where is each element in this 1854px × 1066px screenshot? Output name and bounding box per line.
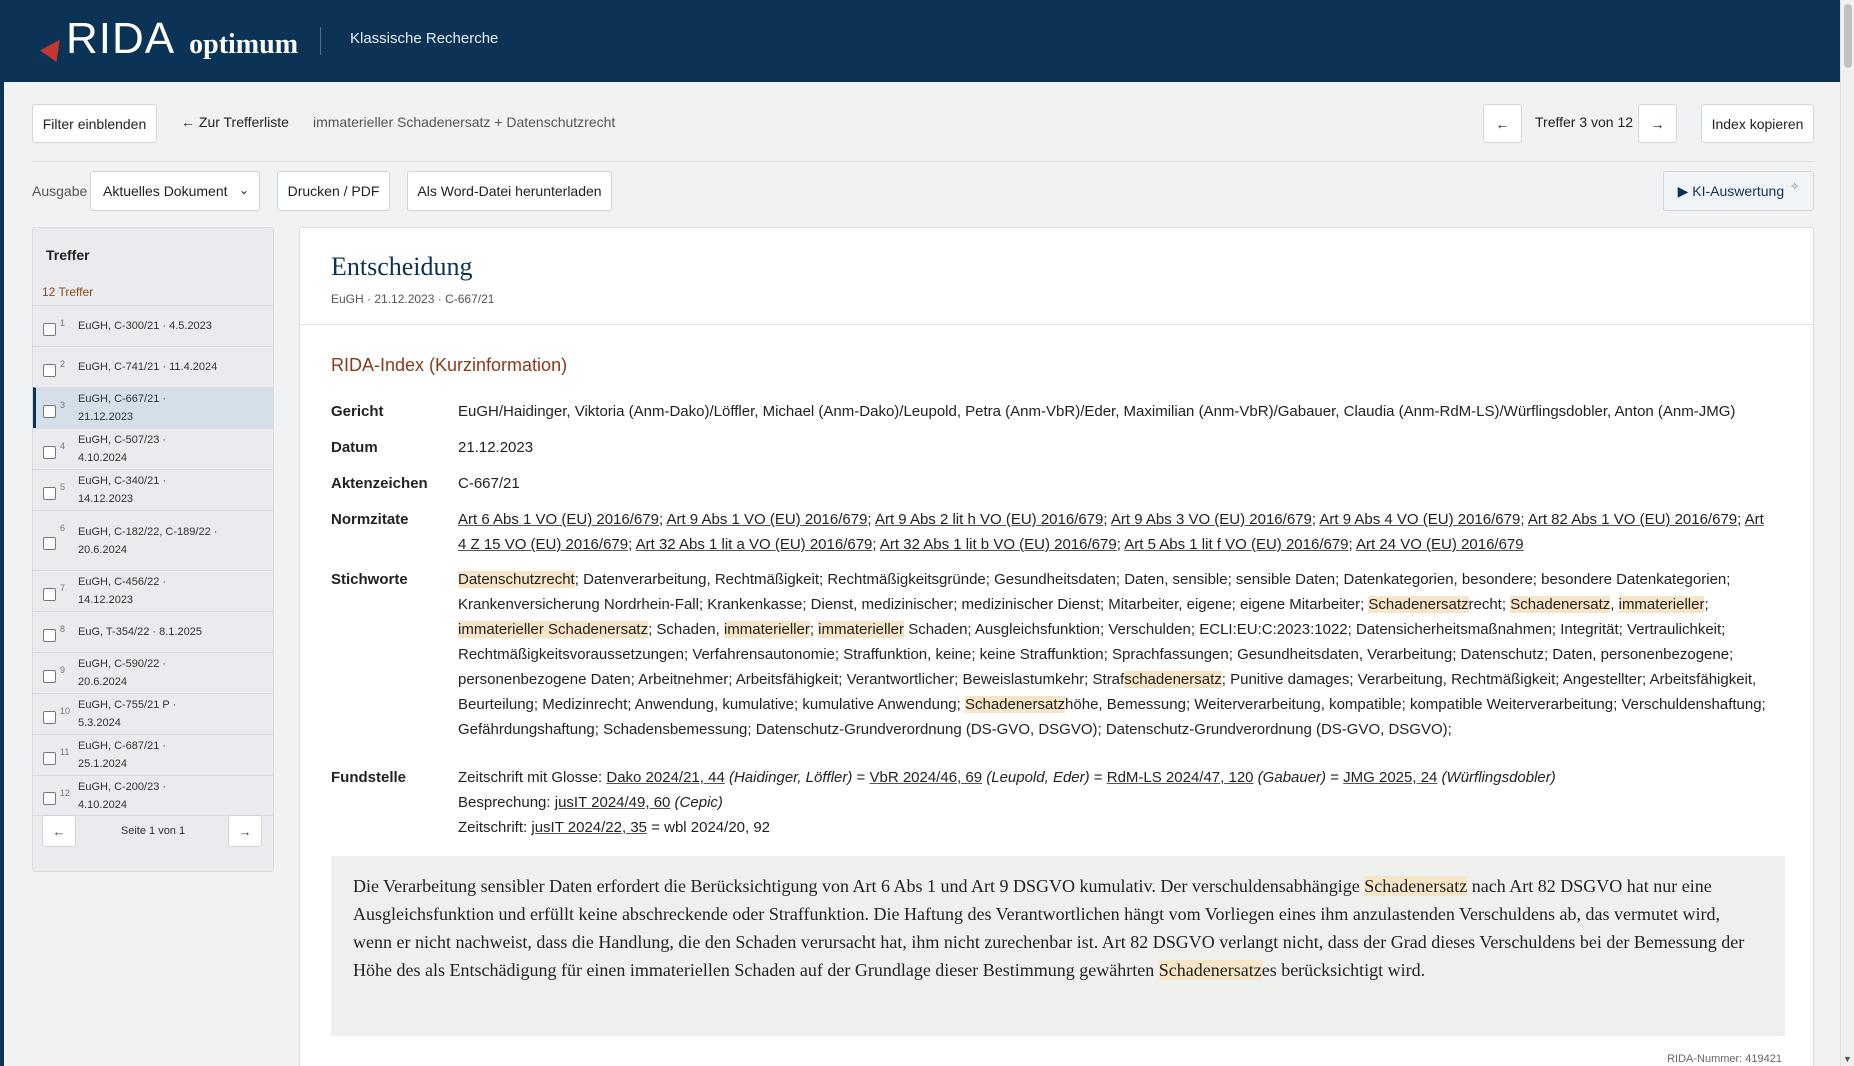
- list-item[interactable]: 7 EuGH, C-456/22 · 14.12.2023: [33, 570, 273, 611]
- norm-link[interactable]: Art 9 Abs 1 VO (EU) 2016/679: [666, 511, 868, 528]
- norm-link[interactable]: Art 6 Abs 1 VO (EU) 2016/679: [458, 511, 659, 528]
- date-label: Datum: [331, 439, 378, 456]
- hit-checkbox[interactable]: [43, 792, 56, 805]
- norm-link[interactable]: Art 82 Abs 1 VO (EU) 2016/679: [1527, 511, 1738, 528]
- hit-count: 12 Treffer: [42, 285, 94, 299]
- pager-text: Seite 1 von 1: [120, 825, 186, 837]
- search-query-text: immaterieller Schadenersatz + Datenschutzrecht: [313, 114, 616, 130]
- hit-checkbox[interactable]: [43, 323, 56, 336]
- hit-label: EuGH, C-300/21 · 4.5.2023: [78, 320, 212, 332]
- keyword-highlight: Schadenersatz: [964, 696, 1066, 713]
- top-header: [0, 0, 1840, 82]
- hit-label: EuGH, C-590/22 · 20.6.2024: [78, 658, 167, 688]
- hit-checkbox[interactable]: [43, 364, 56, 377]
- sparkle-icon: ✧: [1790, 180, 1800, 193]
- norm-link[interactable]: Art 4 Z 15 VO (EU) 2016/679: [458, 511, 1764, 553]
- scrollbar-thumb[interactable]: [1844, 4, 1852, 68]
- norm-link[interactable]: Art 32 Abs 1 lit b VO (EU) 2016/679: [879, 536, 1117, 553]
- norm-link[interactable]: Art 32 Abs 1 lit a VO (EU) 2016/679: [635, 536, 873, 553]
- rida-number: RIDA-Nummer: 419421: [1667, 1053, 1782, 1065]
- hit-label: EuG, T-354/22 · 8.1.2025: [78, 626, 202, 638]
- document-subtitle: EuGH · 21.12.2023 · C-667/21: [331, 292, 495, 306]
- toolbar-divider: [32, 161, 1814, 162]
- sidebar-title: Treffer: [46, 247, 90, 263]
- word-download-button[interactable]: Als Word-Datei herunterladen: [407, 171, 612, 211]
- nav-klassische-recherche[interactable]: Klassische Recherche: [350, 30, 499, 47]
- list-item[interactable]: 11 EuGH, C-687/21 · 25.1.2024: [33, 734, 273, 775]
- norms-value: Art 6 Abs 1 VO (EU) 2016/679; Art 9 Abs 1 VO (EU) 2016/679; Art 9 Abs 2 lit h VO (EU) 2016/679; Art 9 Abs 3 VO (EU) 2016/679; Art 9 Abs 4 VO (EU) 2016/679; Art 82 Abs 1 VO (EU) 2016/679; Art 4 Z 15 VO (EU) 2016/679; Art 32 Abs 1 lit a VO (EU) 2016/679; Art 32 Abs 1 lit b VO (EU) 2016/679; Art 5 Abs 1 lit f VO (EU) 2016/679; Art 24 VO (EU) 2016/679: [458, 511, 1764, 553]
- keyword-highlight: Schadenersatz: [1368, 596, 1469, 613]
- source-line: Zeitschrift: jusIT 2024/22, 35 = wbl 2024/20, 92: [458, 819, 771, 836]
- header-divider: [320, 27, 321, 55]
- print-pdf-button[interactable]: Drucken / PDF: [277, 171, 390, 211]
- sources-value: [458, 765, 1768, 840]
- ki-auswertung-button[interactable]: [1663, 171, 1814, 211]
- left-edge-bar: [0, 82, 4, 1066]
- hit-checkbox[interactable]: [43, 588, 56, 601]
- hit-checkbox[interactable]: [43, 537, 56, 550]
- summary-highlight: Schadenersatz: [1158, 960, 1262, 980]
- hit-checkbox[interactable]: [43, 629, 56, 642]
- logo-brand: RIDA: [66, 14, 176, 63]
- hit-label: EuGH, C-200/23 · 4.10.2024: [78, 780, 167, 811]
- keyword-highlight: immaterieller: [1618, 596, 1705, 613]
- pager-next-button[interactable]: →: [228, 815, 262, 847]
- source-link[interactable]: Dako 2024/21, 44: [606, 769, 725, 786]
- hit-checkbox[interactable]: [43, 752, 56, 765]
- list-item[interactable]: 10 EuGH, C-755/21 P · 5.3.2024: [33, 693, 273, 734]
- back-to-results-link[interactable]: ← Zur Trefferliste: [181, 114, 289, 130]
- filter-toggle-button[interactable]: Filter einblenden: [32, 104, 157, 143]
- next-hit-button[interactable]: →: [1638, 104, 1677, 143]
- keyword-highlight: Datenschutzrecht: [458, 571, 575, 588]
- keyword-highlight: Schadenersatz: [1510, 596, 1611, 613]
- keywords-label: Stichworte: [331, 571, 408, 588]
- list-item[interactable]: 8 EuG, T-354/22 · 8.1.2025: [33, 611, 273, 652]
- hit-checkbox[interactable]: [43, 711, 56, 724]
- summary-box: [331, 856, 1785, 1036]
- keyword-highlight: immaterieller: [818, 621, 905, 638]
- source-link[interactable]: JMG 2025, 24: [1343, 769, 1438, 786]
- rida-logo[interactable]: [44, 14, 298, 64]
- list-item[interactable]: 12 EuGH, C-200/23 · 4.10.2024: [33, 775, 273, 816]
- keyword-highlight: immaterieller Schadenersatz: [458, 621, 649, 638]
- output-select[interactable]: [90, 171, 260, 211]
- list-item[interactable]: 1 EuGH, C-300/21 · 4.5.2023: [33, 305, 273, 346]
- summary-text: Die Verarbeitung sensibler Daten erfordert die Berücksichtigung von Art 6 Abs 1 und Art 9 DSGVO kumulativ. Der verschuldensabhängige Schadenersatz nach Art 82 DSGVO hat nur eine Ausgleichsfunktion und erfüllt keine abschreckende oder Straffunktion. Die Haftung des Verantwortlichen hängt vom Vorliegen eines ihm anzulastenden Verschuldens ab, das vermutet wird, wenn er nicht nachweist, dass die Handlung, die den Schaden verursacht hat, ihm nicht zurechenbar ist. Art 82 DSGVO verlangt nicht, dass der Grad dieses Verschuldens bei der Bemessung der Höhe des als Entschädigung für einen immateriellen Schaden auf der Grundlage dieser Bestimmung gewährten Schadenersatzes berücksichtigt wird.: [353, 876, 1745, 980]
- hits-sidebar: [32, 227, 274, 872]
- hit-position: Treffer 3 von 12: [1535, 114, 1634, 130]
- hit-label: EuGH, C-456/22 · 14.12.2023: [78, 576, 167, 606]
- hit-label: EuGH, C-667/21 · 21.12.2023: [78, 393, 167, 423]
- norm-link[interactable]: Art 9 Abs 2 lit h VO (EU) 2016/679: [874, 511, 1104, 528]
- summary-highlight: Schadenersatz: [1364, 876, 1468, 896]
- document-type-title: Entscheidung: [331, 252, 473, 281]
- hit-label: EuGH, C-182/22, C-189/22 · 20.6.2024: [78, 525, 218, 556]
- hit-checkbox[interactable]: [43, 670, 56, 683]
- keyword-highlight: immaterieller: [723, 621, 810, 638]
- document-card: [299, 227, 1814, 1066]
- list-item[interactable]: 9 EuGH, C-590/22 · 20.6.2024: [33, 652, 273, 693]
- hit-checkbox[interactable]: [43, 487, 56, 500]
- chevron-down-icon: ⌄: [238, 183, 249, 197]
- court-label: Gericht: [331, 403, 384, 420]
- output-select-value: Aktuelles Dokument: [103, 183, 228, 199]
- source-link[interactable]: VbR 2024/46, 69: [869, 769, 983, 786]
- list-item[interactable]: 2 EuGH, C-741/21 · 11.4.2024: [33, 346, 273, 387]
- hit-checkbox[interactable]: [43, 446, 56, 459]
- source-link[interactable]: RdM-LS 2024/47, 120: [1106, 769, 1254, 786]
- hit-checkbox[interactable]: [43, 405, 56, 418]
- copy-index-button[interactable]: Index kopieren: [1701, 104, 1814, 143]
- hit-label: EuGH, C-340/21 · 14.12.2023: [78, 475, 167, 505]
- output-label: Ausgabe: [32, 183, 88, 199]
- hits-list: [33, 305, 273, 816]
- source-line: Besprechung: jusIT 2024/49, 60 (Cepic): [458, 794, 723, 811]
- sources-label: Fundstelle: [331, 769, 407, 786]
- file-number-label: Aktenzeichen: [331, 475, 428, 492]
- list-item-active[interactable]: 3 EuGH, C-667/21 · 21.12.2023: [33, 387, 273, 428]
- card-divider: [300, 324, 1814, 325]
- ki-button-label: ▶ KI-Auswertung: [1677, 182, 1785, 199]
- scroll-down-icon[interactable]: ▼: [1843, 1054, 1852, 1064]
- logo-arrow-icon: [40, 34, 68, 62]
- prev-hit-button[interactable]: ←: [1483, 104, 1522, 143]
- hit-label: EuGH, C-687/21 · 25.1.2024: [78, 740, 167, 770]
- norm-link[interactable]: Art 9 Abs 4 VO (EU) 2016/679: [1319, 511, 1521, 528]
- hit-label: EuGH, C-507/23 · 4.10.2024: [78, 434, 167, 464]
- pager-prev-button[interactable]: ←: [42, 815, 76, 847]
- logo-suffix: optimum: [189, 29, 299, 60]
- norm-link[interactable]: Art 24 VO (EU) 2016/679: [1356, 536, 1524, 553]
- norm-link[interactable]: Art 5 Abs 1 lit f VO (EU) 2016/679: [1124, 536, 1349, 553]
- source-line: Zeitschrift mit Glosse: Dako 2024/21, 44 (Haidinger, Löffler) = VbR 2024/46, 69 (Leupold, Eder) = RdM-LS 2024/47, 120 (Gabauer) = JMG 2025, 24 (Würflingsdobler): [458, 769, 1556, 786]
- court-value: EuGH/Haidinger, Viktoria (Anm-Dako)/Löffler, Michael (Anm-Dako)/Leupold, Petra (Anm-VbR)/Eder, Maximilian (Anm-VbR)/Gabauer, Claudia (Anm-RdM-LS)/Würflingsdobler, Anton (Anm-JMG): [458, 403, 1736, 420]
- date-value: 21.12.2023: [458, 439, 534, 456]
- sidebar-pager: [33, 815, 273, 855]
- keyword-highlight: schadenersatz: [1124, 671, 1222, 688]
- hit-label: EuGH, C-741/21 · 11.4.2024: [78, 361, 218, 373]
- section-title: RIDA-Index (Kurzinformation): [331, 355, 568, 375]
- norms-label: Normzitate: [331, 511, 409, 528]
- list-item[interactable]: 5 EuGH, C-340/21 · 14.12.2023: [33, 469, 273, 510]
- norm-link[interactable]: Art 9 Abs 3 VO (EU) 2016/679: [1110, 511, 1312, 528]
- list-item[interactable]: 4 EuGH, C-507/23 · 4.10.2024: [33, 428, 273, 469]
- hit-label: EuGH, C-755/21 P · 5.3.2024: [78, 699, 177, 729]
- source-link[interactable]: jusIT 2024/49, 60: [554, 794, 671, 811]
- page-scrollbar[interactable]: [1840, 0, 1854, 1066]
- keywords-value: Datenschutzrecht; Datenverarbeitung, Rechtmäßigkeit; Rechtmäßigkeitsgründe; Gesundheitsdaten; Daten, sensible; sensible Daten; Datenkategorien, besondere; besondere Datenkategorien; Krankenversicherung Nordrhein-Fall; Krankenkasse; Dienst, medizinischer; medizinischer Dienst; Mitarbeiter, eigene; eigene Mitarbeiter; Schadenersatzrecht; Schadenersatz, immaterieller; immaterieller Schadenersatz; Schaden, immaterieller; immaterieller Schaden; Ausgleichsfunktion; Verschulden; ECLI:EU:C:2023:1022; Datensicherheitsmaßnahmen; Integrität; Vertraulichkeit; Rechtmäßigkeitsvoraussetzungen; Verfahrensautonomie; Straffunktion, keine; keine Straffunktion; Sprachfassungen; Gesundheitsdaten, Verarbeitung; Datenschutz; Daten, personenbezogene; personenbezogene Daten; Arbeitnehmer; Arbeitsfähigkeit; Verantwortlicher; Beweislastumkehr; Strafschadenersatz; Punitive damages; Verarbeitung, Rechtmäßigkeit; Angestellter; Arbeitsfähigkeit, Beurteilung; Medizinrecht; Anwendung, kumulative; kumulative Anwendung; Schadenersatzhöhe, Bemessung; Weiterverarbeitung, kompatible; kompatible Weiterverarbeitung; Verschuldenshaftung; Gefährdungshaftung; Schadensbemessung; Datenschutz-Grundverordnung (DS-GVO, DSGVO); Datenschutz-Grundverordnung (DS-GVO, DSGVO);: [458, 571, 1766, 738]
- list-item[interactable]: 6 EuGH, C-182/22, C-189/22 · 20.6.2024: [33, 510, 273, 570]
- file-number-value: C-667/21: [458, 475, 520, 492]
- source-link[interactable]: jusIT 2024/22, 35: [531, 819, 648, 836]
